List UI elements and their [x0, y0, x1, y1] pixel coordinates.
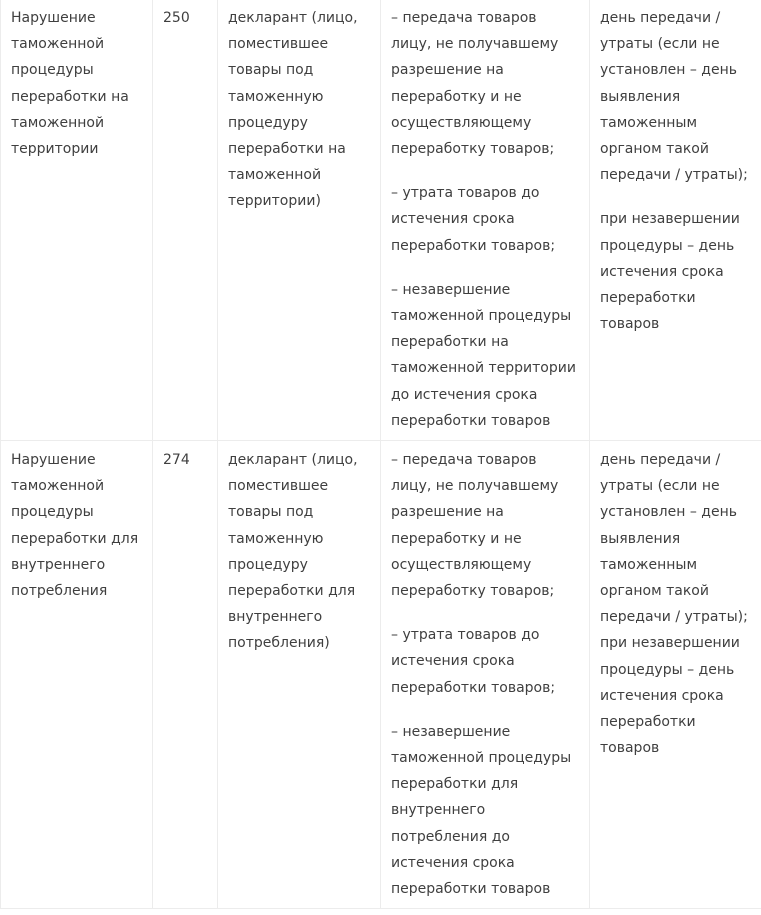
event-item: – утрата товаров до истечения срока переработки товаров; [391, 627, 556, 696]
events-cell [381, 441, 590, 909]
table-row [1, 441, 761, 909]
violation-text: Нарушение таможенной процедуры переработки для внутреннего потребления [11, 452, 139, 600]
article-number: 250 [163, 10, 190, 26]
article-cell [153, 441, 218, 909]
event-item: – передача товаров лицу, не получавшему разрешение на переработку и не осуществляющему переработку товаров; [391, 452, 559, 600]
subject-text: декларант (лицо, поместившее товары под таможенную процедуру переработки для внутреннего потребления) [228, 452, 358, 652]
article-cell [153, 0, 218, 441]
date-item: при незавершении процедуры – день истечения срока переработки товаров [600, 211, 740, 333]
event-item: – утрата товаров до истечения срока переработки товаров; [391, 185, 556, 254]
event-item: – незавершение таможенной процедуры переработки для внутреннего потребления до истечения срока переработки товаров [391, 723, 572, 898]
violation-cell [1, 0, 153, 441]
subject-cell [218, 0, 381, 441]
dates-cell [590, 441, 761, 909]
violation-cell [1, 441, 153, 909]
date-item: день передачи / утраты (если не установлен – день выявления таможенным органом такой передачи / утраты); [600, 10, 748, 184]
date-item: день передачи / утраты (если не установлен – день выявления таможенным органом такой передачи / утраты); при незавершении процедуры – день истечения срока переработки товаров [600, 452, 748, 757]
article-number: 274 [163, 452, 190, 469]
violation-text: Нарушение таможенной процедуры переработки на таможенной территории [11, 10, 129, 158]
subject-cell [218, 441, 381, 909]
event-item: – передача товаров лицу, не получавшему разрешение на переработку и не осуществляющему переработку товаров; [391, 10, 559, 158]
subject-text: декларант (лицо, поместившее товары под таможенную процедуру переработки на таможенной территории) [228, 10, 358, 210]
table-row [1, 0, 761, 441]
events-cell [381, 0, 590, 441]
event-item: – незавершение таможенной процедуры переработки на таможенной территории до истечения срока переработки товаров [391, 281, 576, 429]
dates-cell [590, 0, 761, 441]
